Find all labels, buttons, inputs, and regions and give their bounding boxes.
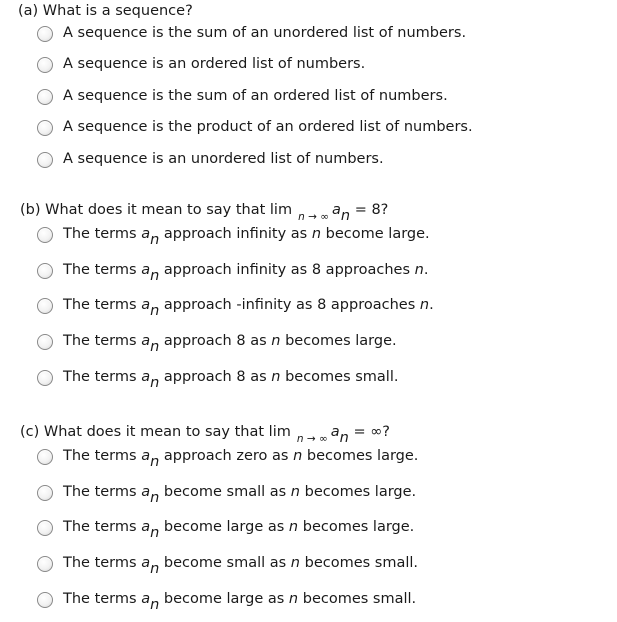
- option-label: The terms an approach infinity as n become large.: [63, 226, 430, 248]
- option-label: A sequence is the product of an ordered list of numbers.: [63, 119, 473, 135]
- option-label: The terms an approach 8 as n becomes large.: [63, 333, 397, 355]
- radio-button[interactable]: [37, 592, 53, 608]
- radio-button[interactable]: [37, 520, 53, 536]
- radio-button[interactable]: [37, 298, 53, 314]
- radio-button[interactable]: [37, 556, 53, 572]
- option-label: The terms an become large as n becomes small.: [63, 591, 417, 613]
- prompt-suffix: = ∞?: [353, 424, 391, 440]
- radio-button[interactable]: [37, 57, 53, 73]
- radio-button[interactable]: [37, 449, 53, 465]
- question-c-prompt: (c) What does it mean to say that lim $_{n \to \infty}$ an = ∞?: [20, 424, 391, 446]
- option-label: The terms an approach -infinity as 8 approaches n.: [63, 297, 434, 319]
- radio-button[interactable]: [37, 485, 53, 501]
- option-label: The terms an approach 8 as n becomes small.: [63, 369, 399, 391]
- radio-button[interactable]: [37, 227, 53, 243]
- radio-button[interactable]: [37, 120, 53, 136]
- option-label: The terms an become small as n becomes small.: [63, 555, 419, 577]
- radio-button[interactable]: [37, 263, 53, 279]
- option-label: A sequence is an unordered list of numbers.: [63, 151, 384, 167]
- question-a-prompt: (a) What is a sequence?: [18, 3, 193, 19]
- prompt-prefix: (b) What does it mean to say that lim: [20, 202, 293, 218]
- option-label: A sequence is an ordered list of numbers.: [63, 56, 366, 72]
- radio-button[interactable]: [37, 334, 53, 350]
- limit-subscript: n → ∞: [296, 433, 328, 445]
- prompt-suffix: = 8?: [354, 202, 389, 218]
- question-b-prompt: (b) What does it mean to say that lim $_{n \to \infty}$ an = 8?: [20, 202, 389, 224]
- radio-button[interactable]: [37, 152, 53, 168]
- option-label: A sequence is the sum of an unordered list of numbers.: [63, 25, 467, 41]
- radio-button[interactable]: [37, 89, 53, 105]
- option-label: The terms an become small as n becomes large.: [63, 484, 417, 506]
- option-label: The terms an approach infinity as 8 approaches n.: [63, 262, 429, 284]
- option-label: A sequence is the sum of an ordered list of numbers.: [63, 88, 448, 104]
- option-label: The terms an approach zero as n becomes large.: [63, 448, 419, 470]
- radio-button[interactable]: [37, 370, 53, 386]
- radio-button[interactable]: [37, 26, 53, 42]
- limit-subscript: n → ∞: [298, 211, 329, 223]
- option-label: The terms an become large as n becomes large.: [63, 519, 415, 541]
- prompt-prefix: (c) What does it mean to say that lim: [20, 424, 291, 440]
